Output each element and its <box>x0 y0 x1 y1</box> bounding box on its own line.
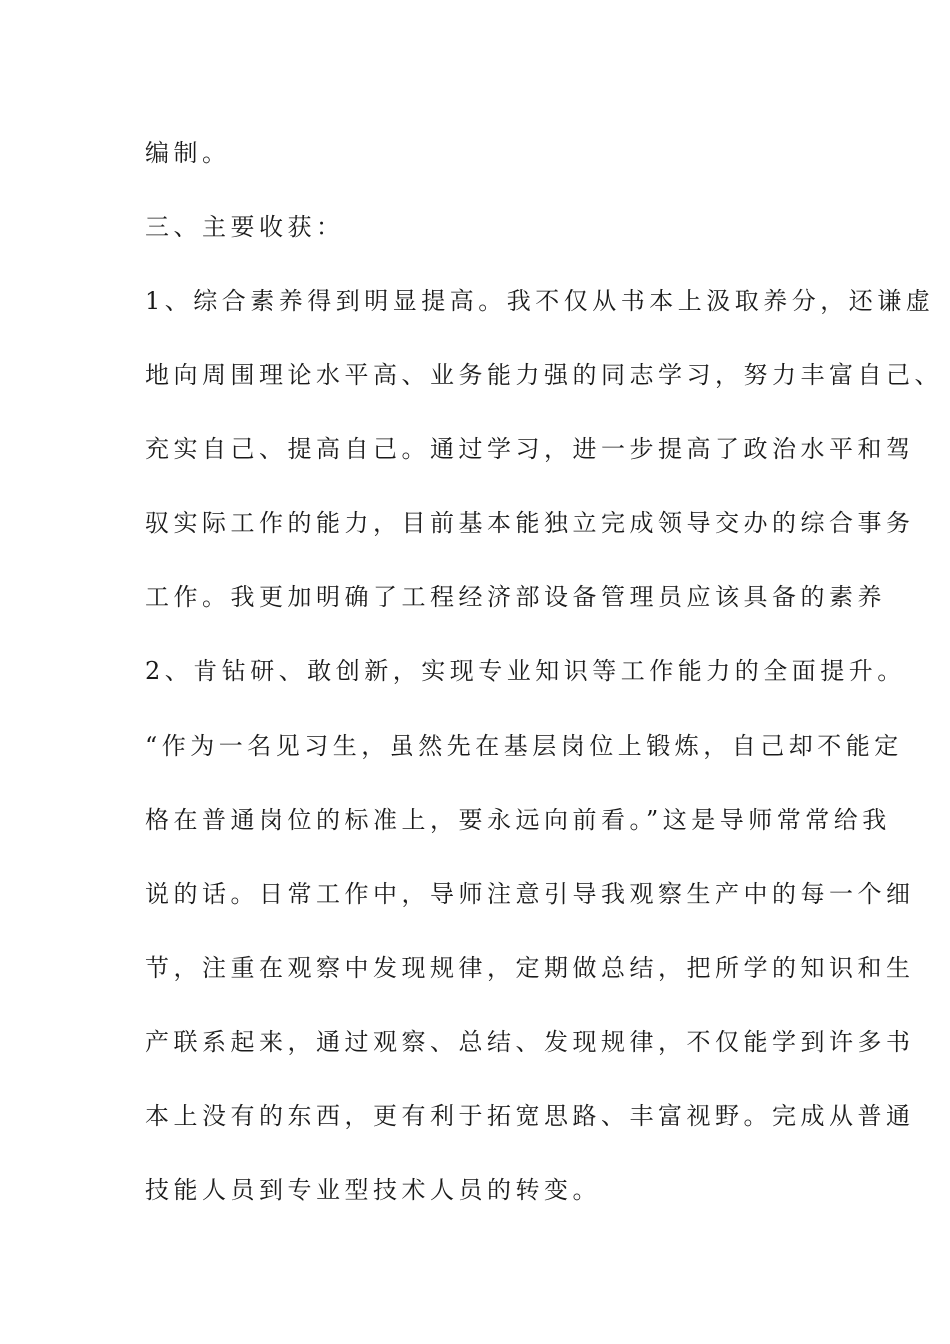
text-line: 编制。 <box>145 139 231 167</box>
text-line: 地向周围理论水平高、业务能力强的同志学习，努力丰富自己、 <box>145 361 943 389</box>
text-line: 本上没有的东西，更有利于拓宽思路、丰富视野。完成从普通 <box>145 1102 915 1130</box>
text-line: 节，注重在观察中发现规律，定期做总结，把所学的知识和生 <box>145 954 915 982</box>
text-line: 1、综合素养得到明显提高。我不仅从书本上汲取养分，还谦虚 <box>145 287 935 315</box>
text-line: 2、肯钻研、敢创新，实现专业知识等工作能力的全面提升。 <box>145 657 906 685</box>
text-line: “作为一名见习生，虽然先在基层岗位上锻炼，自己却不能定 <box>145 732 903 760</box>
text-line: 充实自己、提高自己。通过学习，进一步提高了政治水平和驾 <box>145 435 915 463</box>
text-line: 说的话。日常工作中，导师注意引导我观察生产中的每一个细 <box>145 880 915 908</box>
text-line: 驭实际工作的能力，目前基本能独立完成领导交办的综合事务 <box>145 509 915 537</box>
text-line: 技能人员到专业型技术人员的转变。 <box>145 1176 601 1204</box>
text-line: 产联系起来，通过观察、总结、发现规律，不仅能学到许多书 <box>145 1028 915 1056</box>
section-heading: 三、主要收获： <box>145 213 345 241</box>
text-line: 工作。我更加明确了工程经济部设备管理员应该具备的素养 <box>145 583 886 611</box>
text-line: 格在普通岗位的标准上，要永远向前看。”这是导师常常给我 <box>145 806 891 834</box>
